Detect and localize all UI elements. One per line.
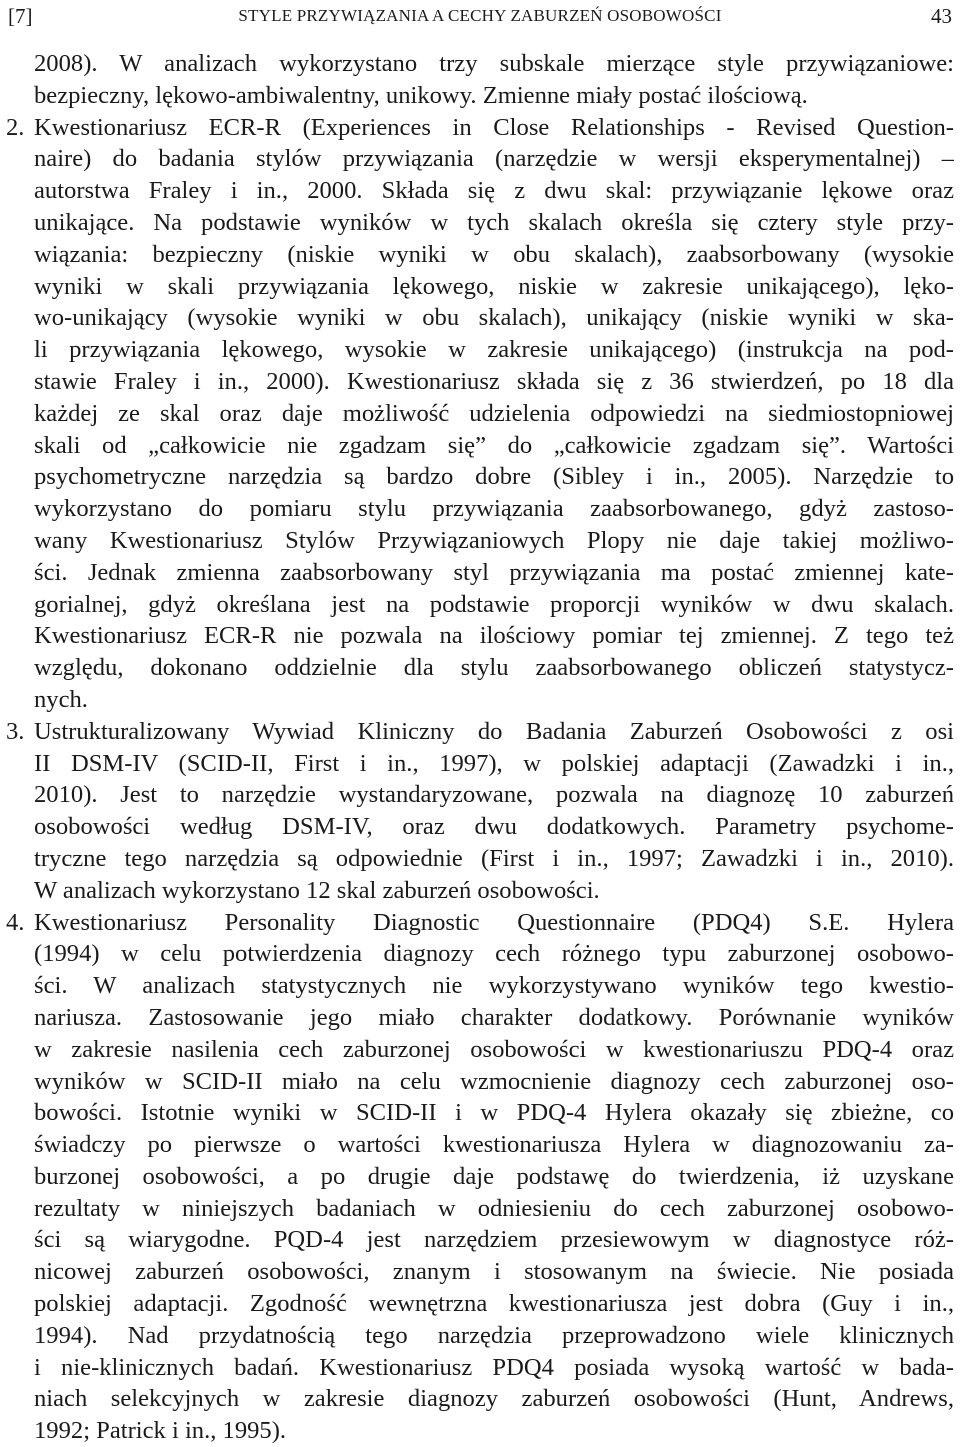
text-line: Kwestionariusz ECR-R (Experiences in Close Relationships - Revised Question- xyxy=(34,113,954,141)
text-line: w zakresie nasilenia cech zaburzonej osobowości w kwestionariuszu PDQ-4 oraz xyxy=(34,1035,954,1063)
text-line: wany Kwestionariusz Stylów Przywiązaniowych Plopy nie daje takiej możliwo- xyxy=(34,526,954,554)
text-line: względu, dokonano oddzielnie dla stylu zaabsorbowanego obliczeń statystycz- xyxy=(34,654,954,682)
text-line: II DSM-IV (SCID-II, First i in., 1997), w polskiej adaptacji (Zawadzki i in., xyxy=(34,749,954,777)
text-line: burzonej osobowości, a po drugie daje podstawę do twierdzenia, iż uzyskane xyxy=(34,1162,954,1190)
text-line: niach selekcyjnych w zakresie diagnozy zaburzeń osobowości (Hunt, Andrews, xyxy=(34,1385,954,1413)
text-line: ści. W analizach statystycznych nie wykorzystywano wyników tego kwestio- xyxy=(34,972,954,1000)
text-line: świadczy po pierwsze o wartości kwestionariusza Hylera w diagnozowaniu za- xyxy=(34,1131,954,1159)
text-line: skali od „całkowicie nie zgadzam się” do „całkowicie zgadzam się”. Wartości xyxy=(34,431,954,459)
text-line: 1992; Patrick i in., 1995). xyxy=(34,1417,287,1445)
text-line: nariusza. Zastosowanie jego miało charakter dodatkowy. Porównanie wyników xyxy=(34,1003,954,1031)
list-item-text xyxy=(34,112,954,716)
text-line: autorstwa Fraley i in., 2000. Składa się z dwu skal: przywiązanie lękowe oraz xyxy=(34,177,954,205)
text-line: ści są wiarygodne. PQD-4 jest narzędziem przesiewowym w diagnostyce róż- xyxy=(34,1226,954,1254)
page-body xyxy=(6,48,954,1447)
running-title: STYLE PRZYWIĄZANIA A CECHY ZABURZEŃ OSOBOWOŚCI xyxy=(238,6,722,25)
text-line: W analizach wykorzystano 12 skal zaburzeń osobowości. xyxy=(34,876,600,904)
text-line: unikające. Na podstawie wyników w tych skalach określa się cztery style przy- xyxy=(34,208,954,236)
list-item-text xyxy=(34,716,954,907)
text-line: polskiej adaptacji. Zgodność wewnętrzna kwestionariusza jest dobra (Guy i in., xyxy=(34,1290,954,1318)
text-line: 2010). Jest to narzędzie wystandaryzowane, pozwala na diagnozę 10 zaburzeń xyxy=(34,781,954,809)
text-line: tryczne tego narzędzia są odpowiednie (First i in., 1997; Zawadzki i in., 2010). xyxy=(34,844,954,872)
list-item xyxy=(6,716,954,907)
text-line: bowości. Istotnie wyniki w SCID-II i w PDQ-4 Hylera okazały się zbieżne, co xyxy=(34,1099,954,1127)
list-item-number: 2. xyxy=(6,113,25,141)
text-line: 2008). W analizach wykorzystano trzy subskale mierzące style przywiązaniowe: xyxy=(34,50,954,77)
list-item xyxy=(6,112,954,716)
text-line: nych. xyxy=(34,685,88,713)
list-item-text xyxy=(34,907,954,1447)
text-line: wo-unikający (wysokie wyniki w obu skalach), unikający (niskie wyniki w ska- xyxy=(34,304,954,332)
text-line: osobowości według DSM-IV, oraz dwu dodatkowych. Parametry psychome- xyxy=(34,813,954,841)
text-line: nicowej zaburzeń osobowości, znanym i stosowanym na świecie. Nie posiada xyxy=(34,1258,954,1286)
list-item-number: 3. xyxy=(6,717,25,745)
list-item-number: 4. xyxy=(6,908,25,936)
text-line: gorialnej, gdyż określana jest na podstawie proporcji wyników w dwu skalach. xyxy=(34,590,954,618)
text-line: 1994). Nad przydatnością tego narzędzia przeprowadzono wiele klinicznych xyxy=(34,1321,954,1349)
text-line: (1994) w celu potwierdzenia diagnozy cech różnego typu zaburzonej osobowo- xyxy=(34,940,954,968)
text-line: Kwestionariusz ECR-R nie pozwala na ilościowy pomiar tej zmiennej. Z tego też xyxy=(34,622,954,650)
text-line: Ustrukturalizowany Wywiad Kliniczny do Badania Zaburzeń Osobowości z osi xyxy=(34,717,954,745)
text-line: rezultaty w niniejszych badaniach w odniesieniu do cech zaburzonej osobowo- xyxy=(34,1194,954,1222)
text-line: stawie Fraley i in., 2000). Kwestionariusz składa się z 36 stwierdzeń, po 18 dla xyxy=(34,367,954,395)
page-number: 43 xyxy=(931,4,952,28)
text-line: bezpieczny, lękowo-ambiwalentny, unikowy. Zmienne miały postać ilościową. xyxy=(34,81,808,109)
list-item xyxy=(6,48,954,112)
running-header xyxy=(8,4,952,28)
text-line: Kwestionariusz Personality Diagnostic Questionnaire (PDQ4) S.E. Hylera xyxy=(34,908,954,936)
list-item-text xyxy=(34,48,954,112)
text-line: wyników w SCID-II miało na celu wzmocnienie diagnozy cech zaburzonej oso- xyxy=(34,1067,954,1095)
text-line: i nie-klinicznych badań. Kwestionariusz PDQ4 posiada wysoką wartość w bada- xyxy=(34,1353,954,1381)
text-line: psychometryczne narzędzia są bardzo dobre (Sibley i in., 2005). Narzędzie to xyxy=(34,463,954,491)
text-line: ści. Jednak zmienna zaabsorbowany styl przywiązania ma postać zmiennej kate- xyxy=(34,558,954,586)
list-item xyxy=(6,907,954,1447)
text-line: wykorzystano do pomiaru stylu przywiązania zaabsorbowanego, gdyż zastoso- xyxy=(34,495,954,523)
text-line: wiązania: bezpieczny (niskie wyniki w obu skalach), zaabsorbowany (wysokie xyxy=(34,240,954,268)
text-line: wyniki w skali przywiązania lękowego, niskie w zakresie unikającego), lęko- xyxy=(34,272,954,300)
text-line: naire) do badania stylów przywiązania (narzędzie w wersji eksperymentalnej) – xyxy=(34,145,954,173)
text-line: każdej ze skal oraz daje możliwość udzielenia odpowiedzi na siedmiostopniowej xyxy=(34,399,954,427)
text-line: li przywiązania lękowego, wysokie w zakresie unikającego) (instrukcja na pod- xyxy=(34,336,954,364)
section-marker: [7] xyxy=(8,4,33,28)
